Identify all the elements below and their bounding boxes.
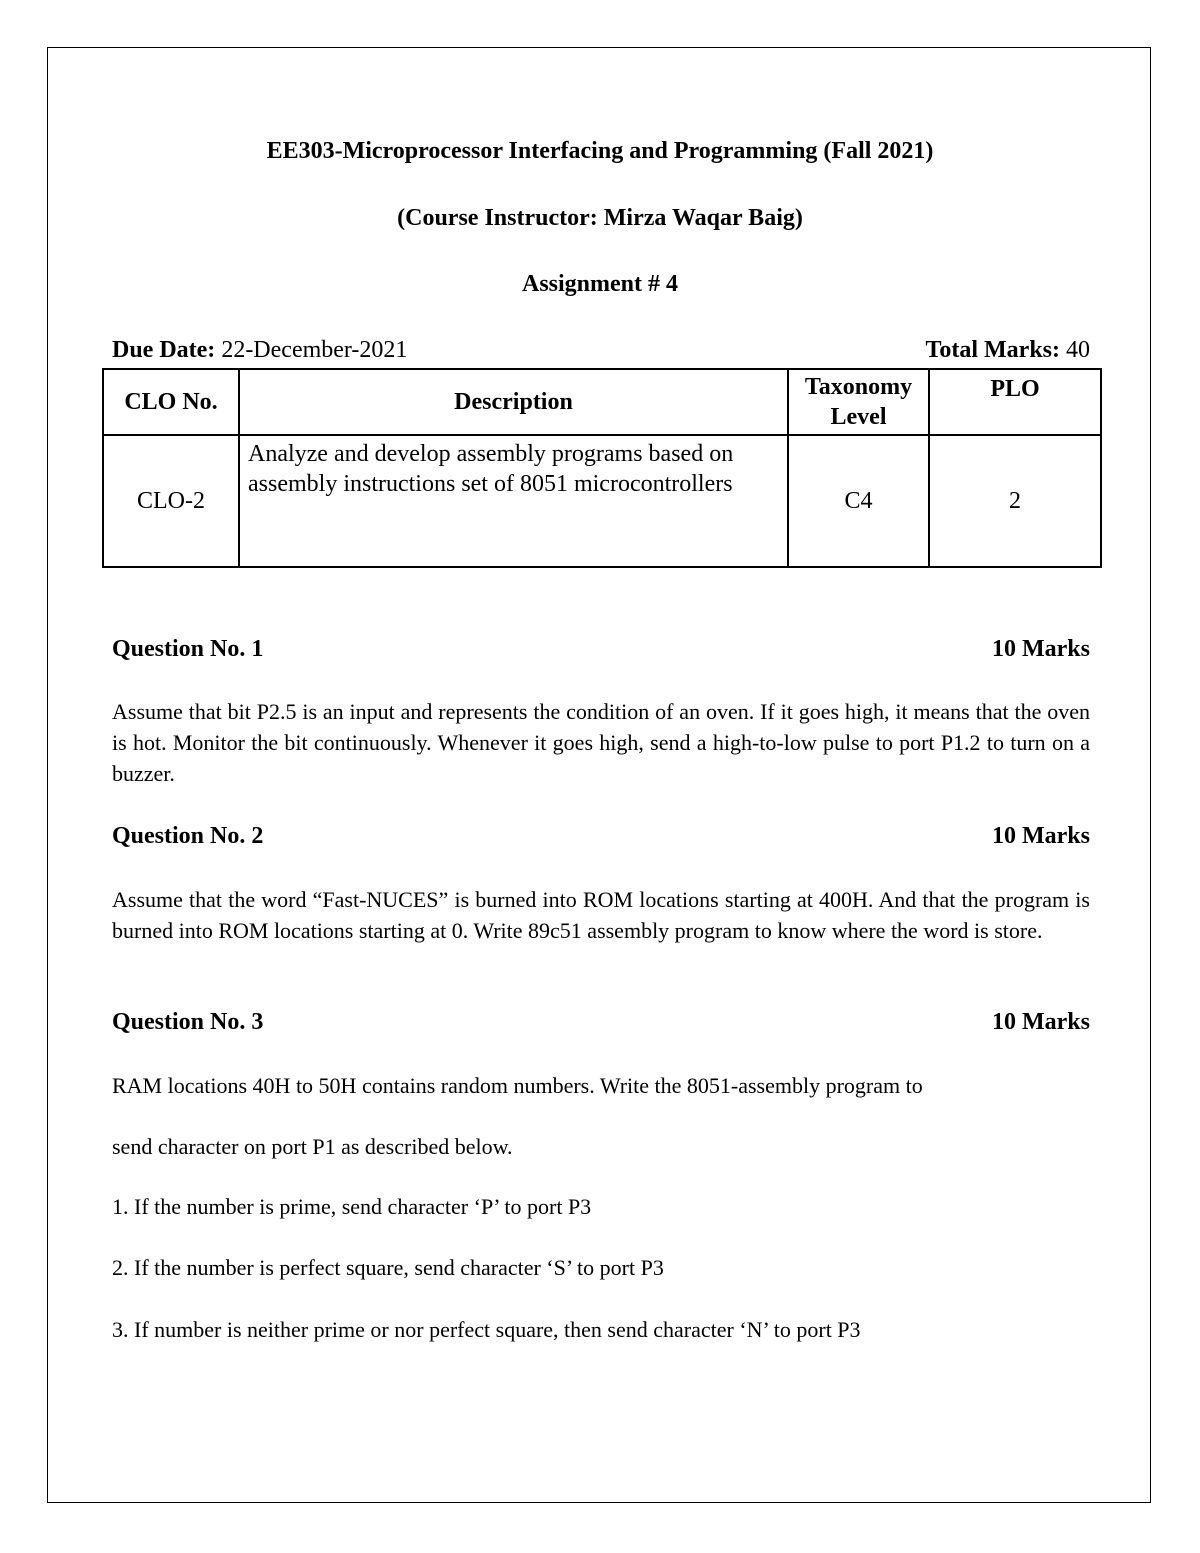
due-marks-row xyxy=(112,337,1090,364)
question-3-line-2: send character on port P1 as described below. xyxy=(112,1134,513,1159)
question-3-line-1: RAM locations 40H to 50H contains random numbers. Write the 8051-assembly program to xyxy=(112,1073,923,1098)
question-2-header xyxy=(112,823,1090,850)
assignment-title: Assignment # 4 xyxy=(521,271,678,297)
question-1-title: Question No. 1 xyxy=(112,636,264,662)
question-3-item-1: 1. If the number is prime, send character ‘P’ to port P3 xyxy=(112,1194,592,1219)
header-plo: PLO xyxy=(929,369,1101,435)
cell-description: Analyze and develop assembly programs based on assembly instructions set of 8051 microcontrollers xyxy=(239,435,788,567)
course-title: EE303-Microprocessor Interfacing and Programming (Fall 2021) xyxy=(266,138,934,164)
header-description: Description xyxy=(239,369,788,435)
header-taxonomy xyxy=(788,369,929,435)
clo-table-header-row xyxy=(103,369,1101,435)
question-1-marks: 10 Marks xyxy=(992,636,1090,662)
due-date-value: 22-December-2021 xyxy=(221,337,408,363)
header-taxonomy-line1: Taxonomy xyxy=(804,374,913,400)
question-3-item-3: 3. If number is neither prime or nor perfect square, then send character ‘N’ to port P3 xyxy=(112,1317,861,1342)
total-marks-label: Total Marks: xyxy=(925,337,1060,363)
table-row xyxy=(103,435,1101,567)
question-2-text: Assume that the word “Fast-NUCES” is burned into ROM locations starting at 400H. And that the program is burned into ROM locations starting at 0. Write 89c51 assembly program to know where the word is store. xyxy=(112,887,1090,943)
cell-taxonomy: C4 xyxy=(788,435,929,567)
cell-clo: CLO-2 xyxy=(103,435,239,567)
cell-plo: 2 xyxy=(929,435,1101,567)
total-marks-value: 40 xyxy=(1066,337,1090,363)
question-3-header xyxy=(112,1009,1090,1036)
instructor-line: (Course Instructor: Mirza Waqar Baig) xyxy=(397,205,803,231)
question-2-marks: 10 Marks xyxy=(992,823,1090,849)
question-2-title: Question No. 2 xyxy=(112,823,264,849)
header-taxonomy-line2: Level xyxy=(830,404,887,430)
clo-table xyxy=(102,368,1102,568)
due-date xyxy=(112,337,407,364)
question-3-marks: 10 Marks xyxy=(992,1009,1090,1035)
total-marks xyxy=(926,337,1090,364)
question-1-text: Assume that bit P2.5 is an input and represents the condition of an oven. If it goes high, it means that the oven is hot. Monitor the bit continuously. Whenever it goes high, send a high-to-low pulse to port P1.2 to turn on a buzzer. xyxy=(112,699,1090,786)
question-3-title: Question No. 3 xyxy=(112,1009,264,1035)
due-date-label: Due Date: xyxy=(112,337,216,363)
question-1-header xyxy=(112,636,1090,663)
header-clo-no: CLO No. xyxy=(103,369,239,435)
question-3-item-2: 2. If the number is perfect square, send character ‘S’ to port P3 xyxy=(112,1255,664,1280)
